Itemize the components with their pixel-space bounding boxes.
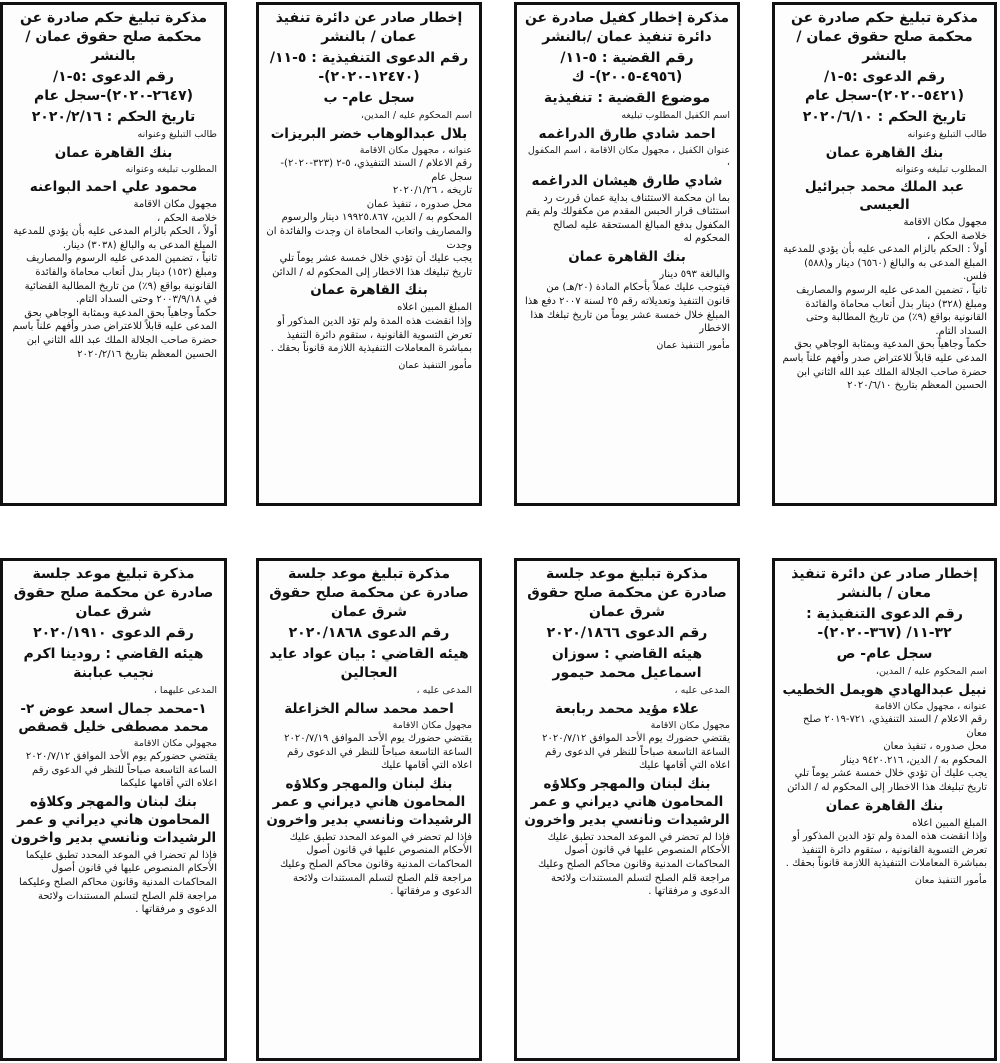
guaranteed-name: شادي طارق هيشان الدراغمه [531,172,723,189]
body-line: يقتضي حضورك يوم الأحد الموافق ٢٠٢٠/٧/١٩ [284,733,472,744]
target-label: المطلوب تبليغه وعنوانه [125,163,217,175]
case-number: رقم الدعوى :٥-١/ (٥٤٢١-٢٠٢٠)-سجل عام [804,69,965,104]
defendant-name: علاء مؤيد محمد ربابعة [555,700,699,717]
notice-execution-amman [256,2,482,506]
body-line: فإذا لم تحضرا في الموعد المحدد تطبق عليكما الأحكام المنصوص عليها في قانون أصول المحاكمات المدنية وقانون محاكم الصلح وعليكما مراجعة قلم الصلح لتسلم المستندات ولائحة الدعوى و مرفقاتها . [19,849,217,916]
body-line: أولاً : الحكم بالزام المدعى عليه بأن يؤدي للمدعية المبلغ المدعى به والبالغ (٦٥٦٠) دينار و(٥٨٨) فلس. [783,244,987,283]
judgment-date: تاريخ الحكم : ٢٠٢٠/٦/١٠ [802,109,967,125]
plaintiff-name: بنك لبنان والمهجر وكلاؤه المحامون هاني ديراني و عمر الرشيدات ونانسي بدير واخرون [266,775,472,828]
page-gap [0,508,1000,556]
body-line: يجب عليك أن تؤدي خلال خمسة عشر يوماً تلي تاريخ تبليغك هذا الاخطار إلى المحكوم له / الدائن [272,253,472,278]
case-subject: موضوع القضية : تنفيذية [543,90,711,106]
body-line: الساعة التاسعة صباحاً للنظر في الدعوى رقم اعلاه التي أقامها عليك [287,746,472,772]
body-line: المبلغ المبين اعلاه [912,817,987,829]
body-line: والبالغة ٥٩٣ دينار [659,268,730,280]
notice-title: مذكرة تبليغ موعد جلسة صادرة عن محكمة صلح حقوق شرق عمان [13,566,214,620]
case-number: رقم الدعوى ٢٠٢٠/١٩١٠ [33,625,194,641]
notice-title: مذكرة تبليغ موعد جلسة صادرة عن محكمة صلح حقوق شرق عمان [269,566,469,620]
defendant-name: احمد محمد سالم الخزاعلة [284,700,454,717]
body-line: حكماً وجاهياً بحق المدعية وبمثابة الوجاهي بحق المدعى عليه قابلاً للاعتراض صدر وأفهم علناً باسم حضرة صاحب الجلالة الملك عبد الله الثاني ابن الحسين المعظم بتاريخ ٢٠٢٠/٦/١٠ [782,339,987,392]
body-line: رقم الاعلام / السند التنفيذي، ٧٢١-٢٠١٩ صلح معان [802,714,987,739]
notice-title: مذكرة تبليغ موعد جلسة صادرة عن محكمة صلح حقوق شرق عمان [527,566,727,620]
address-label: مجهول مكان الاقامة [650,719,730,731]
body-line: ثانياً ، تضمين المدعى عليه الرسوم والمصاريف ومبلغ (٣٢٨) دينار بدل أتعاب محاماة والفائدة القانونية بواقع (٩٪) من تاريخ المطالبة وحتى السداد التام. [796,284,987,337]
body-line: محل صدوره ، تنفيذ عمان [366,198,472,210]
register: سجل عام- ص [836,646,933,662]
body-line: رقم الاعلام / السند التنفيذي، ٥-٢ (٣٢٣-٢٠٢٠)- سجل عام [280,158,472,183]
notice-footer: مأمور التنفيذ معان [914,874,987,886]
target-name: محمود علي احمد البواعنه [29,179,198,195]
notice-title: إخطار صادر عن دائرة تنفيذ عمان / بالنشر [275,10,463,45]
creditor-name: بنك القاهرة عمان [568,248,686,265]
target-name: عبد الملك محمد جبرائيل العيسى [804,179,965,213]
creditor-name: بنك القاهرة عمان [310,282,428,299]
body-line: الساعة التاسعة صباحاً للنظر في الدعوى رقم اعلاه التي أقامها عليك [545,746,730,772]
requester-label: طالب التبليغ وعنوانه [907,129,987,140]
case-number: رقم الدعوى ٢٠٢٠/١٨٦٨ [288,625,450,641]
case-number: رقم الدعوى التنفيذية : ٥-١١/ (١٢٤٧٠-٢٠٢٠)- [269,50,469,85]
body-line: خلاصة الحكم ، [156,212,217,224]
body-line: المبلغ المبين اعلاه [397,302,472,314]
body-line: وإذا انقضت هذه المدة ولم تؤد الدين المذكور أو تعرض التسوية القانونية ، ستقوم دائرة التنفيذ بمباشرة المعاملات التنفيذية اللازمة قانوناً بحقك . [270,315,472,355]
notice-title: إخطار صادر عن دائرة تنفيذ معان / بالنشر [791,566,978,601]
body-line: ثانياً ، تضمين المدعى عليه الرسوم والمصاريف ومبلغ (١٥٢) دينار بدل أتعاب محاماة والفائدة القانونية بواقع (٩٪) من تاريخ المطالبة القضائية في ٢٠٠٣/٩/١٨ وحتى السداد التام. [24,253,217,306]
target-label: عنوانه ، مجهول مكان الاقامة [874,700,987,712]
body-line: تاريخه ، ٢٠٢٠/١/٢٦ [392,185,472,197]
body-line: يجب عليك أن تؤدي خلال خمسة عشر يوماً تلي تاريخ تبليغك هذا الاخطار إلى المحكوم له / الدائن [787,768,987,793]
body-line: خلاصة الحكم ، [926,230,987,242]
requester-name: بنك القاهرة عمان [54,144,173,161]
body-line: فإذا لم تحضر في الموعد المحدد تطبق عليك الأحكام المنصوص عليها في قانون أصول المحاكمات المدنية وقانون محاكم الصلح وعليك مراجعة قلم الصلح لتسلم المستندات ولائحة الدعوى و مرفقاتها . [537,831,730,898]
plaintiff-name: بنك لبنان والمهجر وكلاؤه المحامون هاني ديراني و عمر الرشيدات ونانسي بدير واخرون [10,793,217,846]
body-line: المحكوم به / الدين، ١٩٩٢٥.٨٦٧ دينار والرسوم والمصاريف واتعاب المحاماة ان وجدت والفائدة ان وجدت [266,212,472,251]
body-line: فيتوجب عليك عملاً بأحكام المادة (٢٠/هـ) من قانون التنفيذ وتعديلاته رقم ٢٥ لسنة ٢٠٠٧ دفع هذا المبلغ خلال خمسة عشر يوماً من تاريخ تبلغك هذا الاخطار [524,282,730,335]
notice-hearing-1868 [256,558,482,1061]
debtor-name: بلال عبدالوهاب خضر البريزات [270,125,468,142]
case-number: رقم الدعوى التنفيذية : ٣٢-١١/ (٣٦٧-٢٠٢٠)- [806,606,963,641]
notice-guarantor [514,2,740,506]
register: سجل عام- ب [323,90,415,106]
target-label: عنوانه ، مجهول مكان الاقامة [359,144,472,156]
notice-footer: مأمور التنفيذ عمان [656,339,730,351]
notice-execution-maan [772,558,997,1061]
body-line: يقتضي حضوركم يوم الأحد الموافق ٢٠٢٠/٧/١٢ [25,751,217,762]
judge-panel: هيئه القاضي : سوزان اسماعيل محمد حيمور [551,646,703,681]
notice-footer: مأمور التنفيذ عمان [398,359,472,371]
target-label: عنوان الكفيل ، مجهول مكان الاقامة ، اسم المكفول ، [527,144,730,168]
requester-label: طالب التبليغ وعنوانه [137,129,217,140]
body-line: فإذا لم تحضر في الموعد المحدد تطبق عليك الأحكام المنصوص عليها في قانون أصول المحاكمات المدنية وقانون محاكم الصلح وعليك مراجعة قلم الصلح لتسلم المستندات ولائحة الدعوى و مرفقاتها . [279,831,472,898]
body-line: المحكوم به / الدين، ٩٤٢٠.٢١٦ دينار [841,754,987,766]
notice-judgment-1 [772,2,997,506]
requester-name: بنك القاهرة عمان [825,144,944,161]
body-line: مجهول مكان الاقامة [903,217,987,228]
defendant-label: المدعى عليه ، [416,685,472,696]
body-line: الساعة التاسعة صباحاً للنظر في الدعوى رقم اعلاه التي أقامها عليكما [32,764,217,790]
case-number: رقم الدعوى :٥-١/ (٢٦٤٧-٢٠٢٠)-سجل عام [33,69,194,104]
creditor-name: بنك القاهرة عمان [825,797,944,814]
defendant-name: ١-محمد جمال اسعد عوض ٢-محمد مصطفى خليل قصقص [18,700,209,735]
defendant-label: المدعى عليهما ، [153,685,217,696]
judge-panel: هيئه القاضي : رودينا اكرم نجيب عبابنة [23,646,204,681]
debtor-name: نبيل عبدالهادي هويمل الخطيب [782,681,987,698]
notice-title: مذكرة تبليغ حكم صادرة عن محكمة صلح حقوق عمان / بالنشر [791,10,978,64]
body-line: أولاً ، الحكم بالزام المدعى عليه بأن يؤدي للمدعية المبلغ المدعى به والبالغ (٣٠٣٨) دينار. [13,226,217,251]
body-line: يقتضي حضورك يوم الأحد الموافق ٢٠٢٠/٧/١٢ [542,733,730,744]
target-label: المطلوب تبليغه وعنوانه [895,163,987,175]
notice-judgment-2 [0,2,227,506]
judge-panel: هيئه القاضي : بيان عواد عايد العجالين [269,646,469,681]
body-line: بما ان محكمة الاستئناف بداية عمان قررت رد استئناف قرار الحبس المقدم من مكفولك ولم يقم المكفول بدفع المبالغ المستحقة عليه لصالح المحكوم له [525,192,730,245]
body-line: وإذا انقضت هذه المدة ولم تؤد الدين المذكور أو تعرض التسوية القانونية ، ستقوم دائرة التنفيذ بمباشرة المعاملات التنفيذية اللازمة قانوناً بحقك . [785,831,987,870]
notice-title: مذكرة تبليغ حكم صادرة عن محكمة صلح حقوق عمان / بالنشر [20,10,207,64]
requester-label: اسم الكفيل المطلوب تبليغه [621,110,730,121]
defendant-label: المدعى عليه ، [674,685,730,696]
case-number: رقم القضية : ٥-١١/ (٤٩٥٦-٢٠٠٥)- ك [560,50,694,85]
requester-label: اسم المحكوم عليه / المدين، [875,666,987,677]
notice-hearing-1910 [0,558,227,1061]
guarantor-name: احمد شادي طارق الدراغمه [538,125,716,142]
requester-label: اسم المحكوم عليه / المدين، [360,110,472,121]
plaintiff-name: بنك لبنان والمهجر وكلاؤه المحامون هاني ديراني و عمر الرشيدات ونانسي بدير واخرون [524,775,730,828]
body-line: محل صدوره ، تنفيذ معان [883,741,987,753]
judgment-date: تاريخ الحكم : ٢٠٢٠/٢/١٦ [31,109,196,125]
body-line: مجهول مكان الاقامة [133,199,217,210]
address-label: مجهول مكان الاقامة [392,719,472,731]
case-number: رقم الدعوى ٢٠٢٠/١٨٦٦ [546,625,708,641]
notice-title: مذكرة إخطار كفيل صادرة عن دائرة تنفيذ عمان /بالنشر [524,10,730,45]
body-line: حكماً وجاهياً بحق المدعية وبمثابة الوجاهي بحق المدعى عليه قابلاً للاعتراض صدر وأفهم علناً باسم حضرة صاحب الجلالة الملك عبد الله الثاني ابن الحسين المعظم بتاريخ ٢٠٢٠/٢/١٦ [12,307,217,360]
address-label: مجهولي مكان الاقامة [133,737,217,749]
notice-hearing-1866 [514,558,740,1061]
